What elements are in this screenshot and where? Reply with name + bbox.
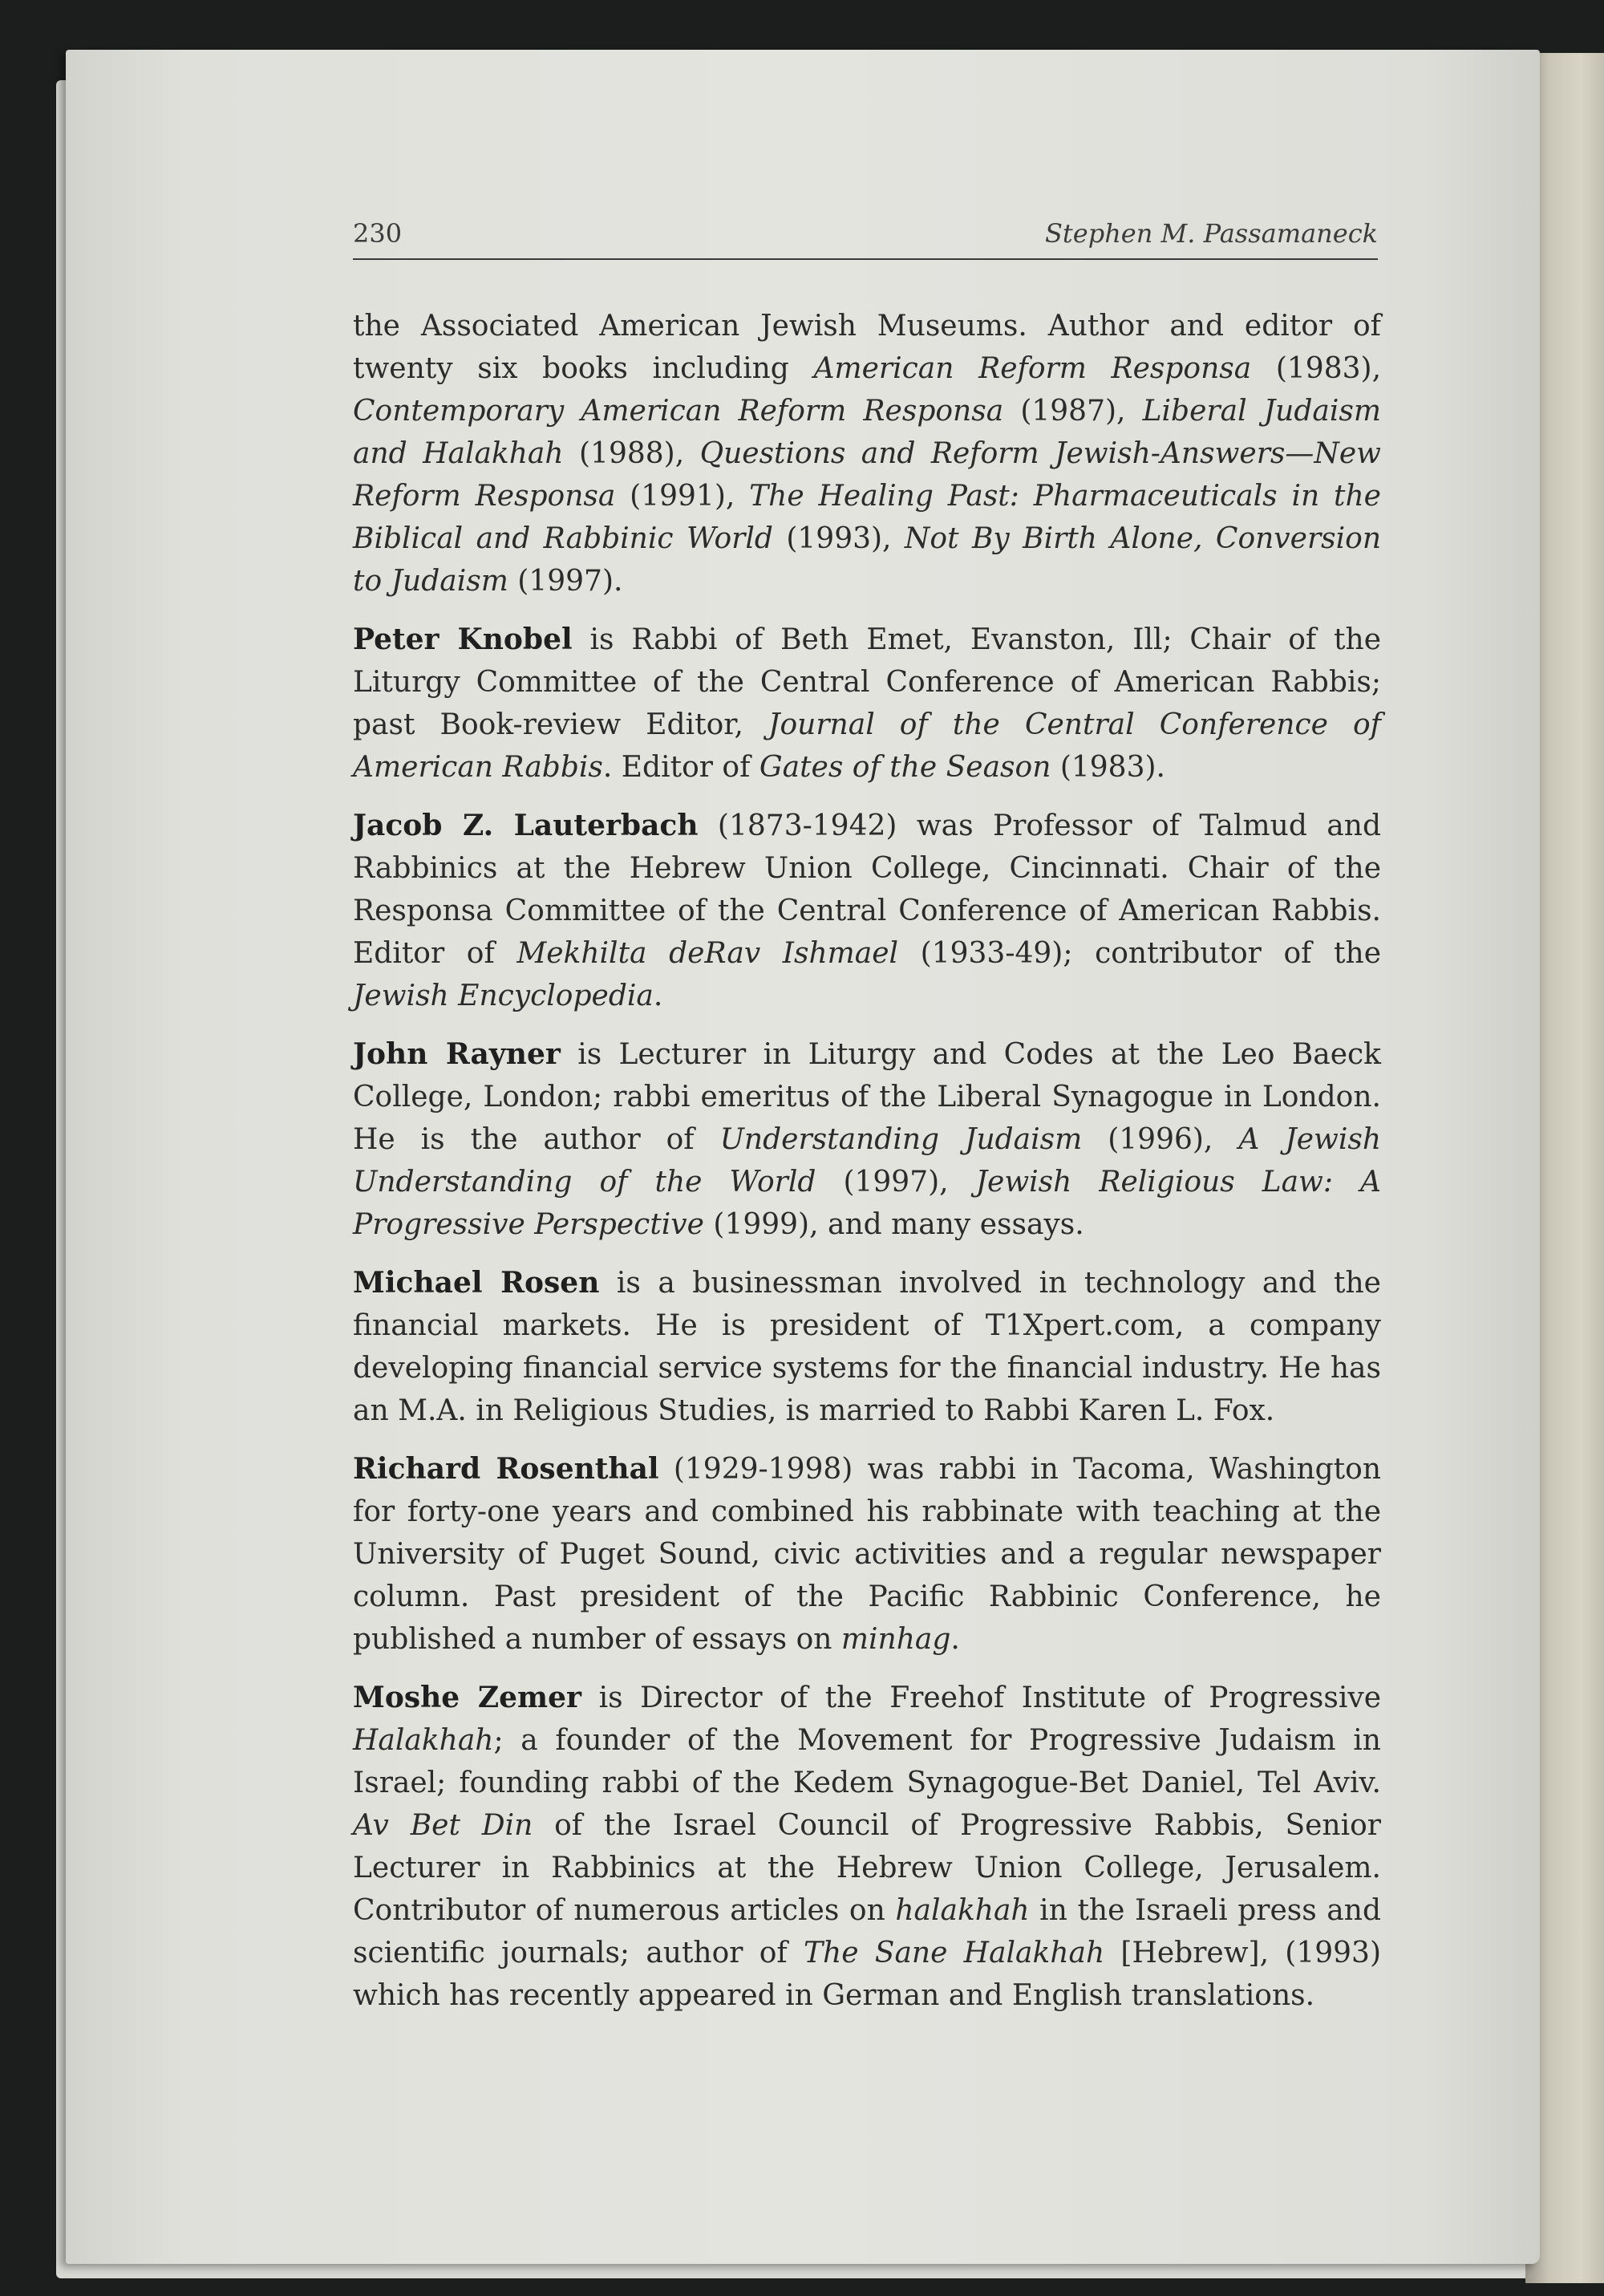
- work-title: minhag: [840, 1623, 951, 1656]
- work-title: Journal of the Central Conference of American Rabbis: [353, 708, 1382, 784]
- entry-text: the Associated American Jewish Museums. Author and editor of twenty six books including: [353, 310, 1381, 385]
- entry-text: (1993),: [772, 522, 905, 555]
- entry-peter-knobel: [353, 619, 1381, 789]
- entry-michael-rosen: [353, 1262, 1381, 1432]
- entry-text: (1996),: [1082, 1123, 1239, 1156]
- entry-text: (1991),: [615, 480, 750, 513]
- work-title: Gates of the Season: [759, 751, 1051, 784]
- contributor-name: Peter Knobel: [353, 623, 573, 656]
- contributor-name: Michael Rosen: [353, 1266, 600, 1300]
- work-title: Liberal Judaism and Halakhah: [353, 395, 1381, 470]
- entry-text: (1987),: [1003, 395, 1143, 428]
- entry-text: of the Israel Council of Progressive Rabbis, Senior Lecturer in Rabbinics at the Hebrew Union College, Jerusalem. Contributor of numerous articles on: [353, 1809, 1381, 1927]
- work-title: Understanding Judaism: [719, 1123, 1083, 1156]
- entry-intro-continued: [353, 305, 1381, 602]
- running-head: Stephen M. Passamaneck: [1044, 218, 1378, 249]
- entry-text: is Lecturer in Liturgy and Codes at the Leo Baeck College, London; rabbi emeritus of the Liberal Synagogue in London. He is the author of: [353, 1038, 1381, 1156]
- entry-text: .: [653, 980, 663, 1012]
- entry-text: is a businessman involved in technology and the financial markets. He is president of T1Xpert.com, a company developing financial service systems for the financial industry. He has an M.A. in Religious Studies, is married to Rabbi Karen L. Fox.: [353, 1267, 1381, 1427]
- entry-text: . Editor of: [602, 751, 759, 784]
- contributors-list: [353, 305, 1381, 2033]
- contributor-name: Richard Rosenthal: [353, 1452, 659, 1486]
- work-title: Mekhilta deRav Ishmael: [516, 937, 899, 970]
- work-title: Questions and Reform Jewish-Answers—New Reform Responsa: [353, 437, 1381, 513]
- work-title: The Healing Past: Pharmaceuticals in the Biblical and Rabbinic World: [353, 480, 1381, 555]
- work-title: Halakhah: [353, 1724, 494, 1757]
- entry-text: is Director of the Freehof Institute of Progressive: [581, 1681, 1381, 1714]
- work-title: Jewish Encyclopedia: [353, 980, 654, 1012]
- work-title: Contemporary American Reform Responsa: [353, 395, 1004, 428]
- entry-text: (1983),: [1251, 352, 1382, 385]
- entry-moshe-zemer: [353, 1677, 1381, 2017]
- entry-text: is Rabbi of Beth Emet, Evanston, Ill; Chair of the Liturgy Committee of the Central Conference of American Rabbis; past Book-review Editor,: [353, 623, 1381, 741]
- entry-text: (1999), and many essays.: [703, 1208, 1084, 1241]
- work-title: Jewish Religious Law: A Progressive Perspective: [353, 1166, 1381, 1241]
- entry-text: (1873-1942) was Professor of Talmud and Rabbinics at the Hebrew Union College, Cincinnati. Chair of the Responsa Committee of the Central Conference of American Rabbis. Editor of: [353, 809, 1381, 970]
- work-title: Not By Birth Alone, Conversion to Judaism: [353, 522, 1381, 598]
- work-title: American Reform Responsa: [813, 352, 1252, 385]
- entry-text: ; a founder of the Movement for Progressive Judaism in Israel; founding rabbi of the Kedem Synagogue-Bet Daniel, Tel Aviv.: [353, 1724, 1381, 1799]
- work-title: Av Bet Din: [353, 1809, 533, 1842]
- contributor-name: John Rayner: [353, 1037, 561, 1071]
- entry-jacob-lauterbach: [353, 805, 1381, 1017]
- page-number: 230: [353, 218, 403, 249]
- entry-text: (1988),: [563, 437, 700, 470]
- contributor-name: Jacob Z. Lauterbach: [353, 809, 699, 842]
- entry-text: .: [950, 1623, 960, 1656]
- page-header: [353, 213, 1378, 260]
- work-title: A Jewish Understanding of the World: [353, 1123, 1382, 1199]
- entry-text: (1997).: [508, 565, 623, 598]
- entry-text: (1983).: [1051, 751, 1165, 784]
- entry-text: [Hebrew], (1993) which has recently appeared in German and English translations.: [353, 1937, 1381, 2012]
- entry-text: (1997),: [816, 1166, 976, 1199]
- entry-text: in the Israeli press and scientific journals; author of: [353, 1894, 1381, 1969]
- entry-text: (1933-49); contributor of the: [898, 937, 1382, 970]
- entry-john-rayner: [353, 1033, 1381, 1246]
- entry-text: (1929-1998) was rabbi in Tacoma, Washington for forty-one years and combined his rabbinate with teaching at the University of Puget Sound, civic activities and a regular newspaper column. Past president of the Pacific Rabbinic Conference, he published a number of essays on: [353, 1453, 1382, 1656]
- work-title: halakhah: [895, 1894, 1030, 1927]
- entry-richard-rosenthal: [353, 1448, 1381, 1661]
- work-title: The Sane Halakhah: [804, 1937, 1105, 1969]
- contributor-name: Moshe Zemer: [353, 1681, 582, 1714]
